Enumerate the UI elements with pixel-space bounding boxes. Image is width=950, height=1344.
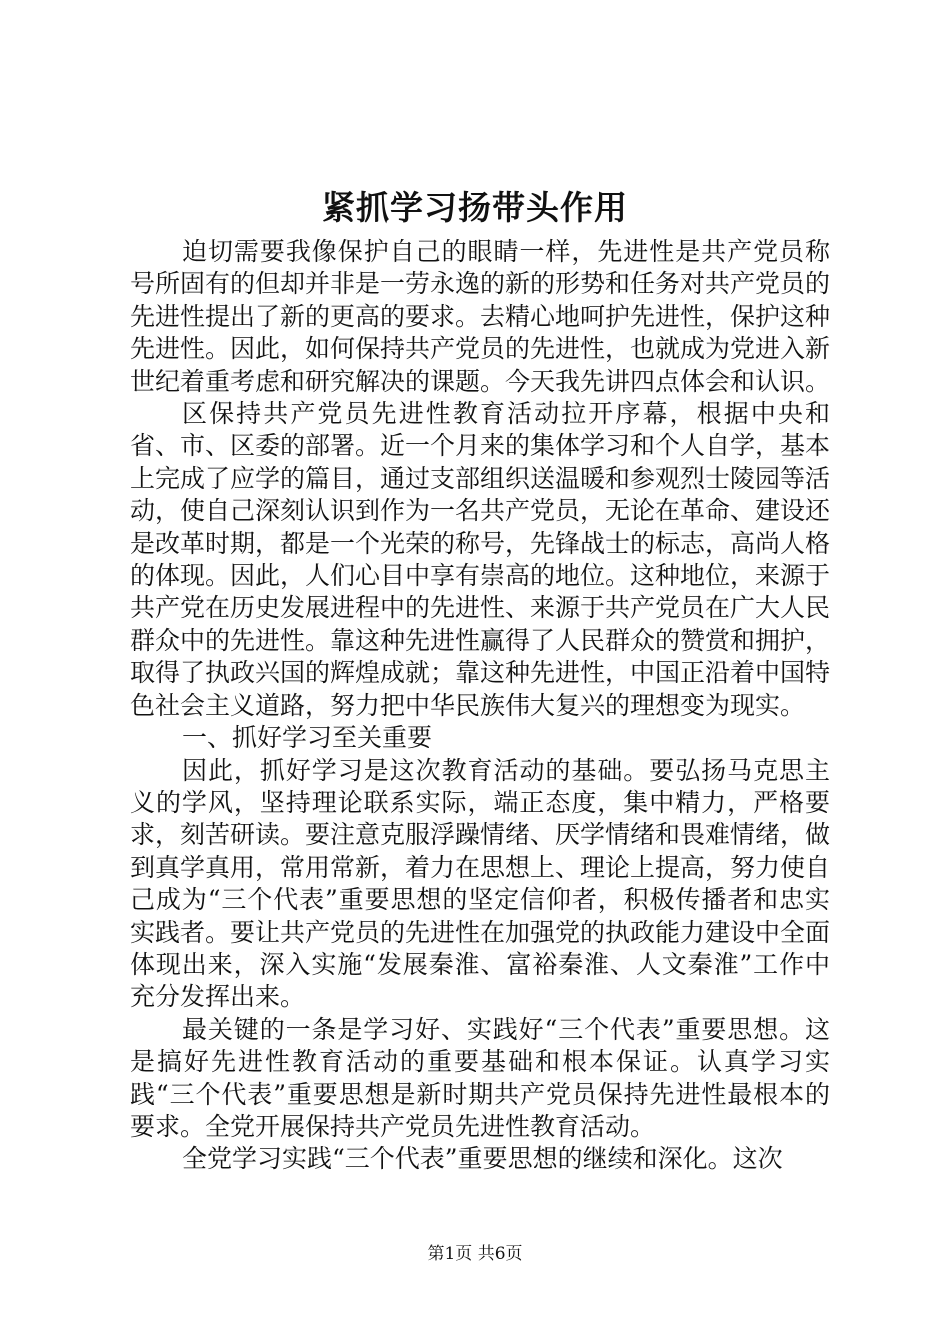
- document-body: [130, 236, 830, 1176]
- paragraph-3: 因此，抓好学习是这次教育活动的基础。要弘扬马克思主义的学风，坚持理论联系实际，端正态度，集中精力，严格要求，刻苦研读。要注意克服浮躁情绪、厌学情绪和畏难情绪，做到真学真用，常用常新，着力在思想上、理论上提高，努力使自己成为“三个代表”重要思想的坚定信仰者，积极传播者和忠实实践者。要让共产党员的先进性在加强党的执政能力建设中全面体现出来，深入实施“发展秦淮、富裕秦淮、人文秦淮”工作中充分发挥出来。: [130, 755, 831, 1012]
- paragraph-1: 迫切需要我像保护自己的眼睛一样，先进性是共产党员称号所固有的但却并非是一劳永逸的新的形势和任务对共产党员的先进性提出了新的更高的要求。去精心地呵护先进性，保护这种先进性。因此，如何保持共产党员的先进性，也就成为党进入新世纪着重考虑和研究解决的课题。今天我先讲四点体会和认识。: [130, 237, 831, 396]
- document-title: 紧抓学习扬带头作用: [322, 188, 628, 227]
- paragraph-4: 最关键的一条是学习好、实践好“三个代表”重要思想。这是搞好先进性教育活动的重要基础和根本保证。认真学习实践“三个代表”重要思想是新时期共产党员保持先进性最根本的要求。全党开展保持共产党员先进性教育活动。: [130, 1014, 830, 1141]
- paragraph-5: 全党学习实践“三个代表”重要思想的继续和深化。这次: [182, 1144, 783, 1174]
- section-heading: 一、抓好学习至关重要: [182, 723, 433, 753]
- paragraph-2: 区保持共产党员先进性教育活动拉开序幕，根据中央和省、市、区委的部署。近一个月来的集体学习和个人自学，基本上完成了应学的篇目，通过支部组织送温暖和参观烈士陵园等活动，使自己深刻认识到作为一名共产党员，无论在革命、建设还是改革时期，都是一个光荣的称号，先锋战士的标志，高尚人格的体现。因此，人们心目中享有崇高的地位。这种地位，来源于共产党在历史发展进程中的先进性、来源于共产党员在广大人民群众中的先进性。靠这种先进性赢得了人民群众的赞赏和拥护，取得了执政兴国的辉煌成就；靠这种先进性，中国正沿着中国特色社会主义道路，努力把中华民族伟大复兴的理想变为现实。: [130, 399, 831, 720]
- page-footer: 第1页 共6页: [427, 1244, 523, 1264]
